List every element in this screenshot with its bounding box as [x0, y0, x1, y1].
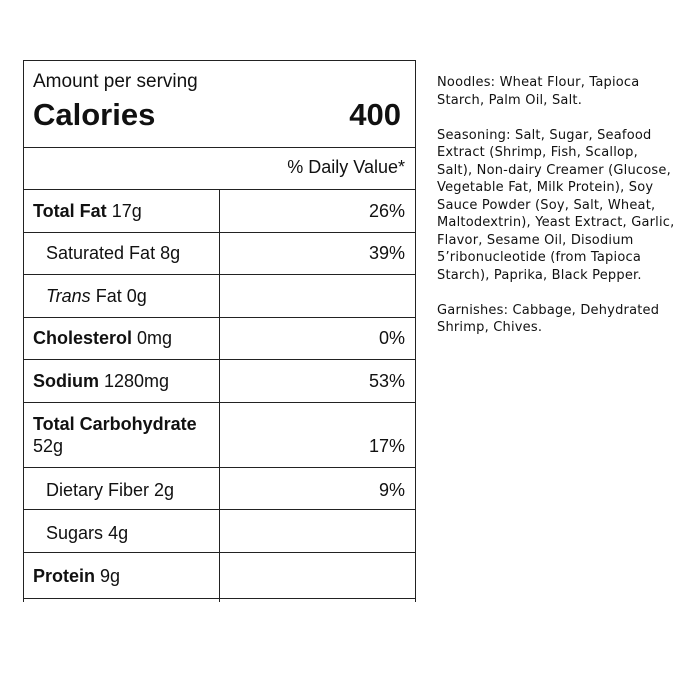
nutrient-row-dietary-fiber — [46, 480, 174, 501]
nutrient-row-saturated-fat — [46, 243, 180, 264]
nutrient-row-sodium — [33, 371, 169, 392]
calories-label: Calories — [33, 97, 156, 132]
calories-value: 400 — [349, 97, 401, 132]
nutrient-amount: 4g — [108, 523, 129, 543]
table-border-top — [23, 60, 416, 61]
ingredients-list — [437, 74, 677, 354]
divider — [23, 147, 416, 148]
column-divider — [219, 189, 220, 602]
nutrient-row-trans-fat — [46, 286, 147, 307]
nutrient-row-protein — [33, 566, 120, 587]
nutrient-dv: 17% — [368, 436, 405, 456]
nutrient-amount: 0g — [126, 286, 147, 306]
ingredients-seasoning: Seasoning: Salt, Sugar, Seafood Extract (Shrimp, Fish, Scallop, Salt), Non-dairy Creamer (Glucose, Vegetable Fat, Milk Protein), Soy Sauce Powder (Soy, Salt, Wheat, Maltodextrin), Yeast Extract, Garlic, Flavor, Sesame Oil, Disodium 5’ribonucleotide (from Tapioca Starch), Paprika, Black Pepper. — [437, 127, 675, 283]
nutrient-amount: 9g — [100, 566, 121, 586]
nutrient-row-cholesterol — [33, 328, 172, 349]
nutrient-amount: 17g — [111, 201, 142, 221]
daily-value-header: % Daily Value* — [287, 157, 405, 177]
nutrient-dv: 39% — [368, 243, 405, 263]
nutrient-amount: 0mg — [137, 328, 173, 348]
nutrient-name-suffix: Fat — [95, 286, 122, 306]
nutrient-name: Saturated Fat — [46, 243, 156, 263]
amount-per-serving: Amount per serving — [33, 71, 198, 92]
nutrient-amount: 2g — [154, 480, 175, 500]
nutrient-dv: 53% — [368, 371, 405, 391]
nutrient-name: Dietary Fiber — [46, 480, 150, 500]
nutrient-name: Cholesterol — [33, 328, 133, 348]
nutrient-dv: 26% — [368, 201, 405, 221]
nutrition-facts-table — [23, 60, 415, 602]
table-border-left — [23, 60, 24, 602]
nutrient-row-sugars — [46, 523, 128, 544]
table-border-right — [415, 60, 416, 602]
nutrient-name: Trans — [46, 286, 91, 306]
nutrient-name: Total Fat — [33, 201, 107, 221]
nutrient-dv: 9% — [378, 480, 405, 500]
nutrient-amount: 52g — [33, 436, 64, 456]
nutrient-amount: 1280mg — [104, 371, 170, 391]
nutrient-name: Sodium — [33, 371, 99, 391]
ingredients-noodles: Noodles: Wheat Flour, Tapioca Starch, Palm Oil, Salt. — [437, 75, 640, 108]
nutrient-amount: 8g — [160, 243, 181, 263]
nutrient-dv: 0% — [378, 328, 405, 348]
ingredients-garnishes: Garnishes: Cabbage, Dehydrated Shrimp, Chives. — [437, 302, 660, 335]
nutrient-row-total-fat — [33, 201, 142, 222]
nutrient-name: Total Carbohydrate — [33, 414, 197, 434]
nutrient-name: Protein — [33, 566, 96, 586]
nutrient-name: Sugars — [46, 523, 104, 543]
